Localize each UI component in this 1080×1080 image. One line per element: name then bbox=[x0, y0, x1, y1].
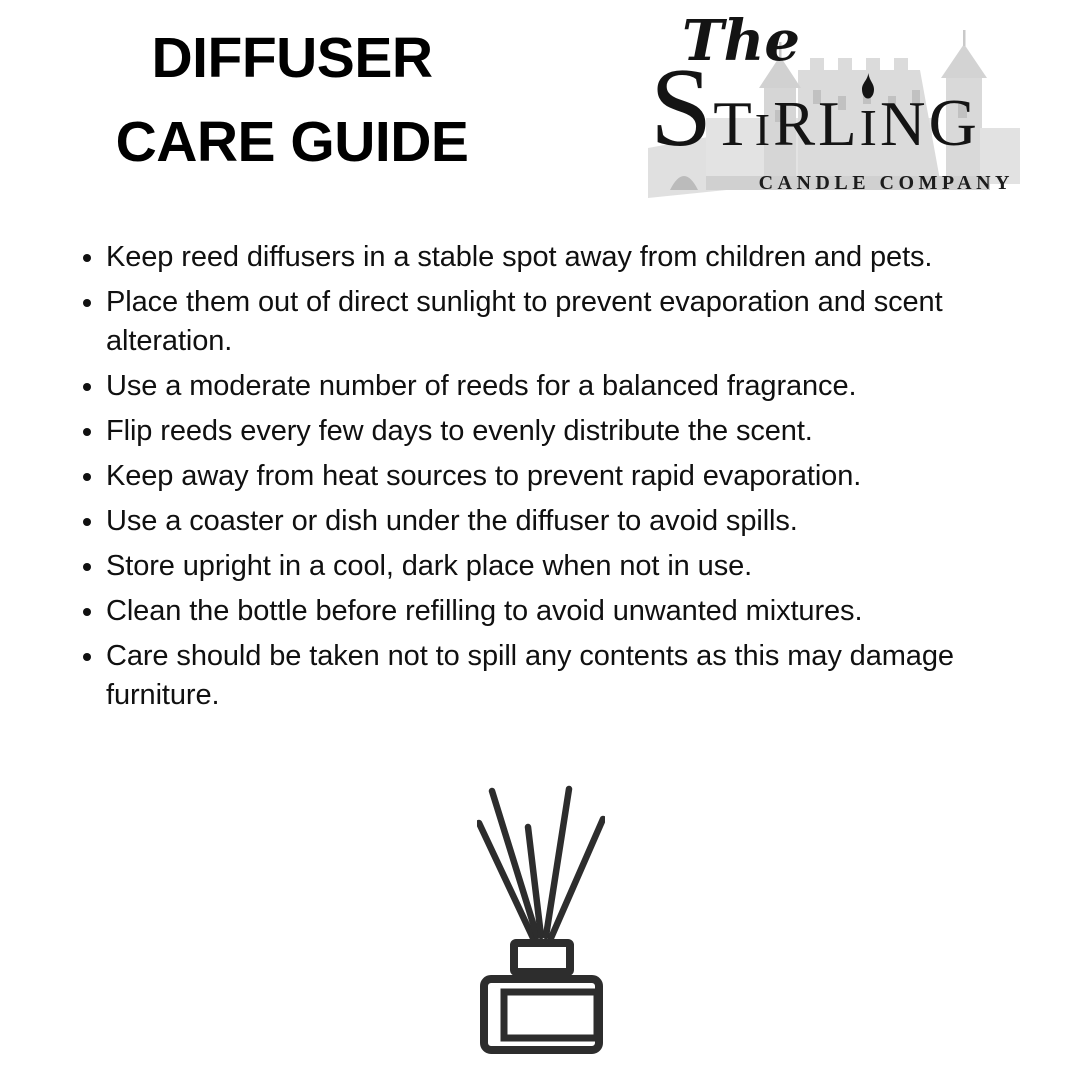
list-item: • Keep away from heat sources to prevent rapid evaporation. bbox=[106, 457, 1021, 496]
logo-letter-with-flame bbox=[859, 100, 877, 157]
logo-letter: R bbox=[773, 89, 816, 159]
list-item: • Use a coaster or dish under the diffuser to avoid spills. bbox=[106, 502, 1021, 541]
logo-letter: I bbox=[859, 100, 877, 157]
logo-letter: I bbox=[754, 104, 771, 155]
page-title-line1: DIFFUSER bbox=[151, 26, 433, 90]
logo-letter: T bbox=[713, 89, 752, 159]
logo-prefix: The bbox=[682, 8, 801, 74]
page-title-line2: CARE GUIDE bbox=[115, 110, 469, 174]
candle-flame-icon bbox=[862, 73, 875, 99]
page-title bbox=[104, 16, 480, 184]
list-item: • Keep reed diffusers in a stable spot away from children and pets. bbox=[106, 238, 1021, 277]
list-item: • Place them out of direct sunlight to prevent evaporation and scent alteration. bbox=[106, 283, 1021, 361]
list-item: • Care should be taken not to spill any contents as this may damage furniture. bbox=[106, 637, 1021, 715]
logo-letter: N bbox=[879, 89, 926, 159]
logo-letter: L bbox=[818, 89, 857, 159]
logo-letter: G bbox=[928, 86, 977, 160]
brand-logo bbox=[648, 8, 1020, 212]
reed-diffuser-icon bbox=[477, 783, 605, 1059]
list-item: • Flip reeds every few days to evenly distribute the scent. bbox=[106, 412, 1021, 451]
list-item: • Store upright in a cool, dark place when not in use. bbox=[106, 547, 1021, 586]
logo-letter: S bbox=[650, 46, 713, 170]
care-instructions-list bbox=[72, 238, 1021, 721]
list-item: • Clean the bottle before refilling to avoid unwanted mixtures. bbox=[106, 592, 1021, 631]
list-item: • Use a moderate number of reeds for a balanced fragrance. bbox=[106, 367, 1021, 406]
logo-tagline: CANDLE COMPANY bbox=[758, 172, 1014, 194]
